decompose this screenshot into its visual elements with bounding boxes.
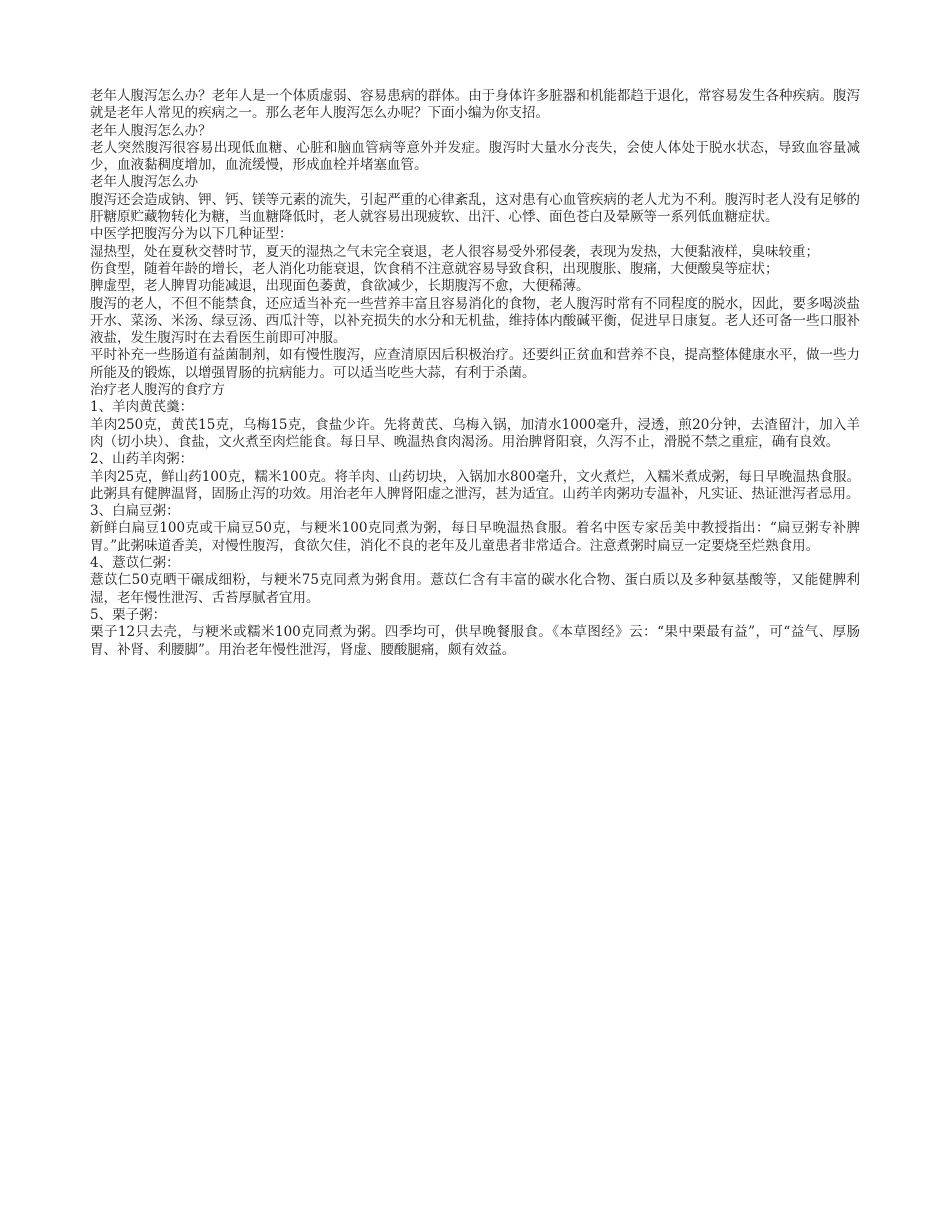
section-heading: 老年人腹泻怎么办 (90, 174, 198, 191)
recipe-title: 1、羊肉黄芪羹： (90, 399, 194, 416)
section-heading: 中医学把腹泻分为以下几种证型： (90, 226, 293, 243)
section-heading: 治疗老人腹泻的食疗方 (90, 382, 225, 399)
body-paragraph: 腹泻的老人，不但不能禁食，还应适当补充一些营养丰富且容易消化的食物，老人腹泻时常有不同程度的脱水，因此，要多喝淡盐开水、菜汤、米汤、绿豆汤、西瓜汁等，以补充损失的水分和无机盐，维持体内酸碱平衡，促进早日康复。老人还可备一些口服补液盐，发生腹泻时在去看医生前即可冲服。 (90, 295, 860, 347)
recipe-title: 4、薏苡仁粥： (90, 555, 180, 572)
body-paragraph: 腹泻还会造成钠、钾、钙、镁等元素的流失，引起严重的心律紊乱，这对患有心血管疾病的老人尤为不利。腹泻时老人没有足够的肝糖原贮藏物转化为糖，当血糖降低时，老人就容易出现疲软、出汗、心悸、面色苍白及晕厥等一系列低血糖症状。 (90, 191, 860, 226)
recipe-title: 2、山药羊肉粥： (90, 451, 194, 468)
recipe-title: 5、栗子粥： (90, 606, 167, 623)
body-paragraph: 湿热型，处在夏秋交替时节，夏天的湿热之气未完全衰退，老人很容易受外邪侵袭，表现为发热，大便黏液样，臭味较重； (90, 243, 819, 260)
recipe-body: 羊肉25克，鲜山药100克，糯米100克。将羊肉、山药切块，入锅加水800毫升，文火煮烂，入糯米煮成粥，每日早晚温热食服。此粥具有健脾温肾，固肠止泻的功效。用治老年人脾肾阳虚之泄泻，甚为适宜。山药羊肉粥功专温补，凡实证、热证泄泻者忌用。 (90, 468, 860, 502)
recipe-body: 薏苡仁50克晒干碾成细粉，与粳米75克同煮为粥食用。薏苡仁含有丰富的碳水化合物、蛋白质以及多种氨基酸等，又能健脾利湿，老年慢性泄泻、舌苔厚腻者宜用。 (90, 572, 860, 606)
recipe-body: 新鲜白扁豆100克或干扁豆50克，与粳米100克同煮为粥，每日早晚温热食服。着名中医专家岳美中教授指出：“扁豆粥专补脾胃。”此粥味道香美，对慢性腹泻，食欲欠佳，消化不良的老年及儿童患者非常适合。注意煮粥时扁豆一定要烧至烂熟食用。 (90, 520, 860, 554)
recipe-title: 3、白扁豆粥： (90, 503, 180, 520)
recipe-body: 羊肉250克，黄芪15克，乌梅15克，食盐少许。先将黄芪、乌梅入锅，加清水1000毫升，浸透，煎20分钟，去渣留汁，加入羊肉（切小块）、食盐，文火煮至肉烂能食。每日早、晚温热食肉渴汤。用治脾肾阳衰，久泻不止，滑脱不禁之重症，确有良效。 (90, 416, 860, 450)
section-heading: 老年人腹泻怎么办？ (90, 122, 212, 139)
body-paragraph: 老人突然腹泻很容易出现低血糖、心脏和脑血管病等意外并发症。腹泻时大量水分丧失，会使人体处于脱水状态，导致血容量减少，血液黏稠度增加，血流缓慢，形成血栓并堵塞血管。 (90, 139, 860, 174)
body-paragraph: 伤食型，随着年龄的增长，老人消化功能衰退，饮食稍不注意就容易导致食积，出现腹胀、腹痛，大便酸臭等症状； (90, 260, 779, 277)
body-paragraph: 平时补充一些肠道有益菌制剂，如有慢性腹泻，应查清原因后积极治疗。还要纠正贫血和营养不良，提高整体健康水平，做一些力所能及的锻炼，以增强胃肠的抗病能力。可以适当吃些大蒜，有利于杀菌。 (90, 347, 860, 381)
recipe-body: 栗子12只去壳，与粳米或糯米100克同煮为粥。四季均可，供早晚餐服食。《本草图经》云：“果中栗最有益”，可“益气、厚肠胃、补肾、利腰脚”。用治老年慢性泄泻，肾虚、腰酸腿痛，颇有效益。 (90, 624, 860, 658)
body-paragraph: 脾虚型，老人脾胃功能减退，出现面色萎黄，食欲减少，长期腹泻不愈，大便稀薄。 (90, 278, 590, 295)
intro-paragraph: 老年人腹泻怎么办？老年人是一个体质虚弱、容易患病的群体。由于身体许多脏器和机能都趋于退化，常容易发生各种疾病。腹泻就是老年人常见的疾病之一。那么老年人腹泻怎么办呢？下面小编为你支招。 (90, 88, 860, 122)
document-body (90, 88, 860, 659)
